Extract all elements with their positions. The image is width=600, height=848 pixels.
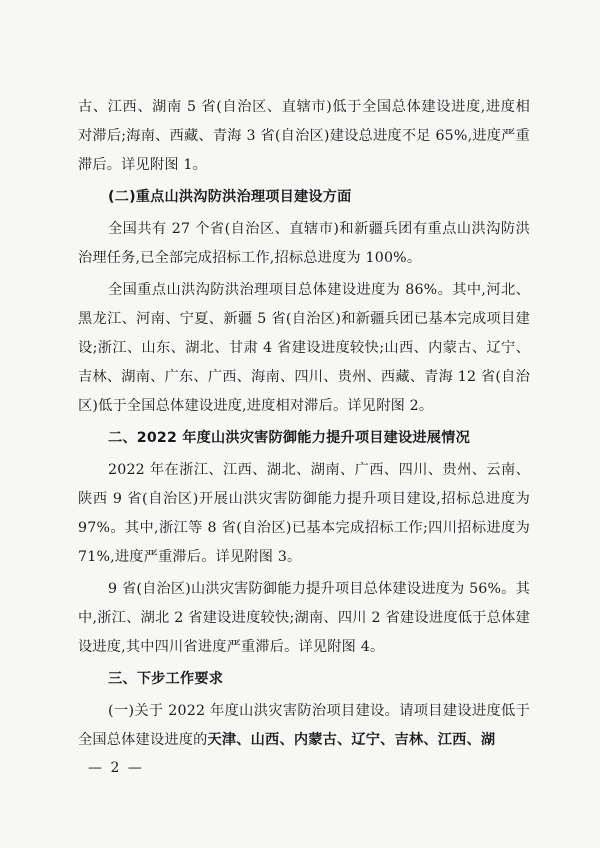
paragraph: 9 省(自治区)山洪灾害防御能力提升项目总体建设进度为 56%。其中,浙江、湖北 2 省建设进度较快;湖南、四川 2 省建设进度低于总体建设进度,其中四川省进度严重滞后。详见附图 4。	[78, 581, 530, 655]
paragraph-continued: 古、江西、湖南 5 省(自治区、直辖市)低于全国总体建设进度,进度相对滞后;海南、西藏、青海 3 省(自治区)建设总进度不足 65%,进度严重滞后。详见附图 1。	[78, 99, 530, 173]
requirement-text: (一)关于 2022 年度山洪灾害防治项目建设。请项目建设进度低于全国总体建设进度的	[78, 703, 530, 748]
paragraph-requirement	[78, 697, 530, 755]
section-heading-2: (二)重点山洪沟防洪治理项目建设方面	[108, 189, 352, 205]
paragraph: 全国重点山洪沟防洪治理项目总体建设进度为 86%。其中,河北、黑龙江、河南、宁夏、新疆 5 省(自治区)和新疆兵团已基本完成项目建设;浙江、山东、湖北、甘肃 4 省建设进度较快;山西、内蒙古、辽宁、吉林、湖南、广东、广西、海南、四川、贵州、西藏、青海 12 省(自治区)低于全国总体建设进度,进度相对滞后。详见附图 2。	[78, 282, 530, 414]
page-number: — 2 —	[88, 760, 144, 776]
paragraph: 全国共有 27 个省(自治区、直辖市)和新疆兵团有重点山洪沟防洪治理任务,已全部完成招标工作,招标总进度为 100%。	[78, 221, 530, 266]
section-heading-main-3: 三、下步工作要求	[108, 671, 224, 687]
section-heading-main-2: 二、2022 年度山洪灾害防御能力提升项目建设进展情况	[108, 430, 470, 446]
document-body	[78, 93, 530, 755]
paragraph: 2022 年在浙江、江西、湖北、湖南、广西、四川、贵州、云南、陕西 9 省(自治区)开展山洪灾害防御能力提升项目建设,招标总进度为 97%。其中,浙江等 8 省(自治区)已基本完成招标工作;四川招标进度为 71%,进度严重滞后。详见附图 3。	[78, 462, 530, 565]
requirement-provinces: 天津、山西、内蒙古、辽宁、吉林、江西、湖	[207, 732, 496, 748]
